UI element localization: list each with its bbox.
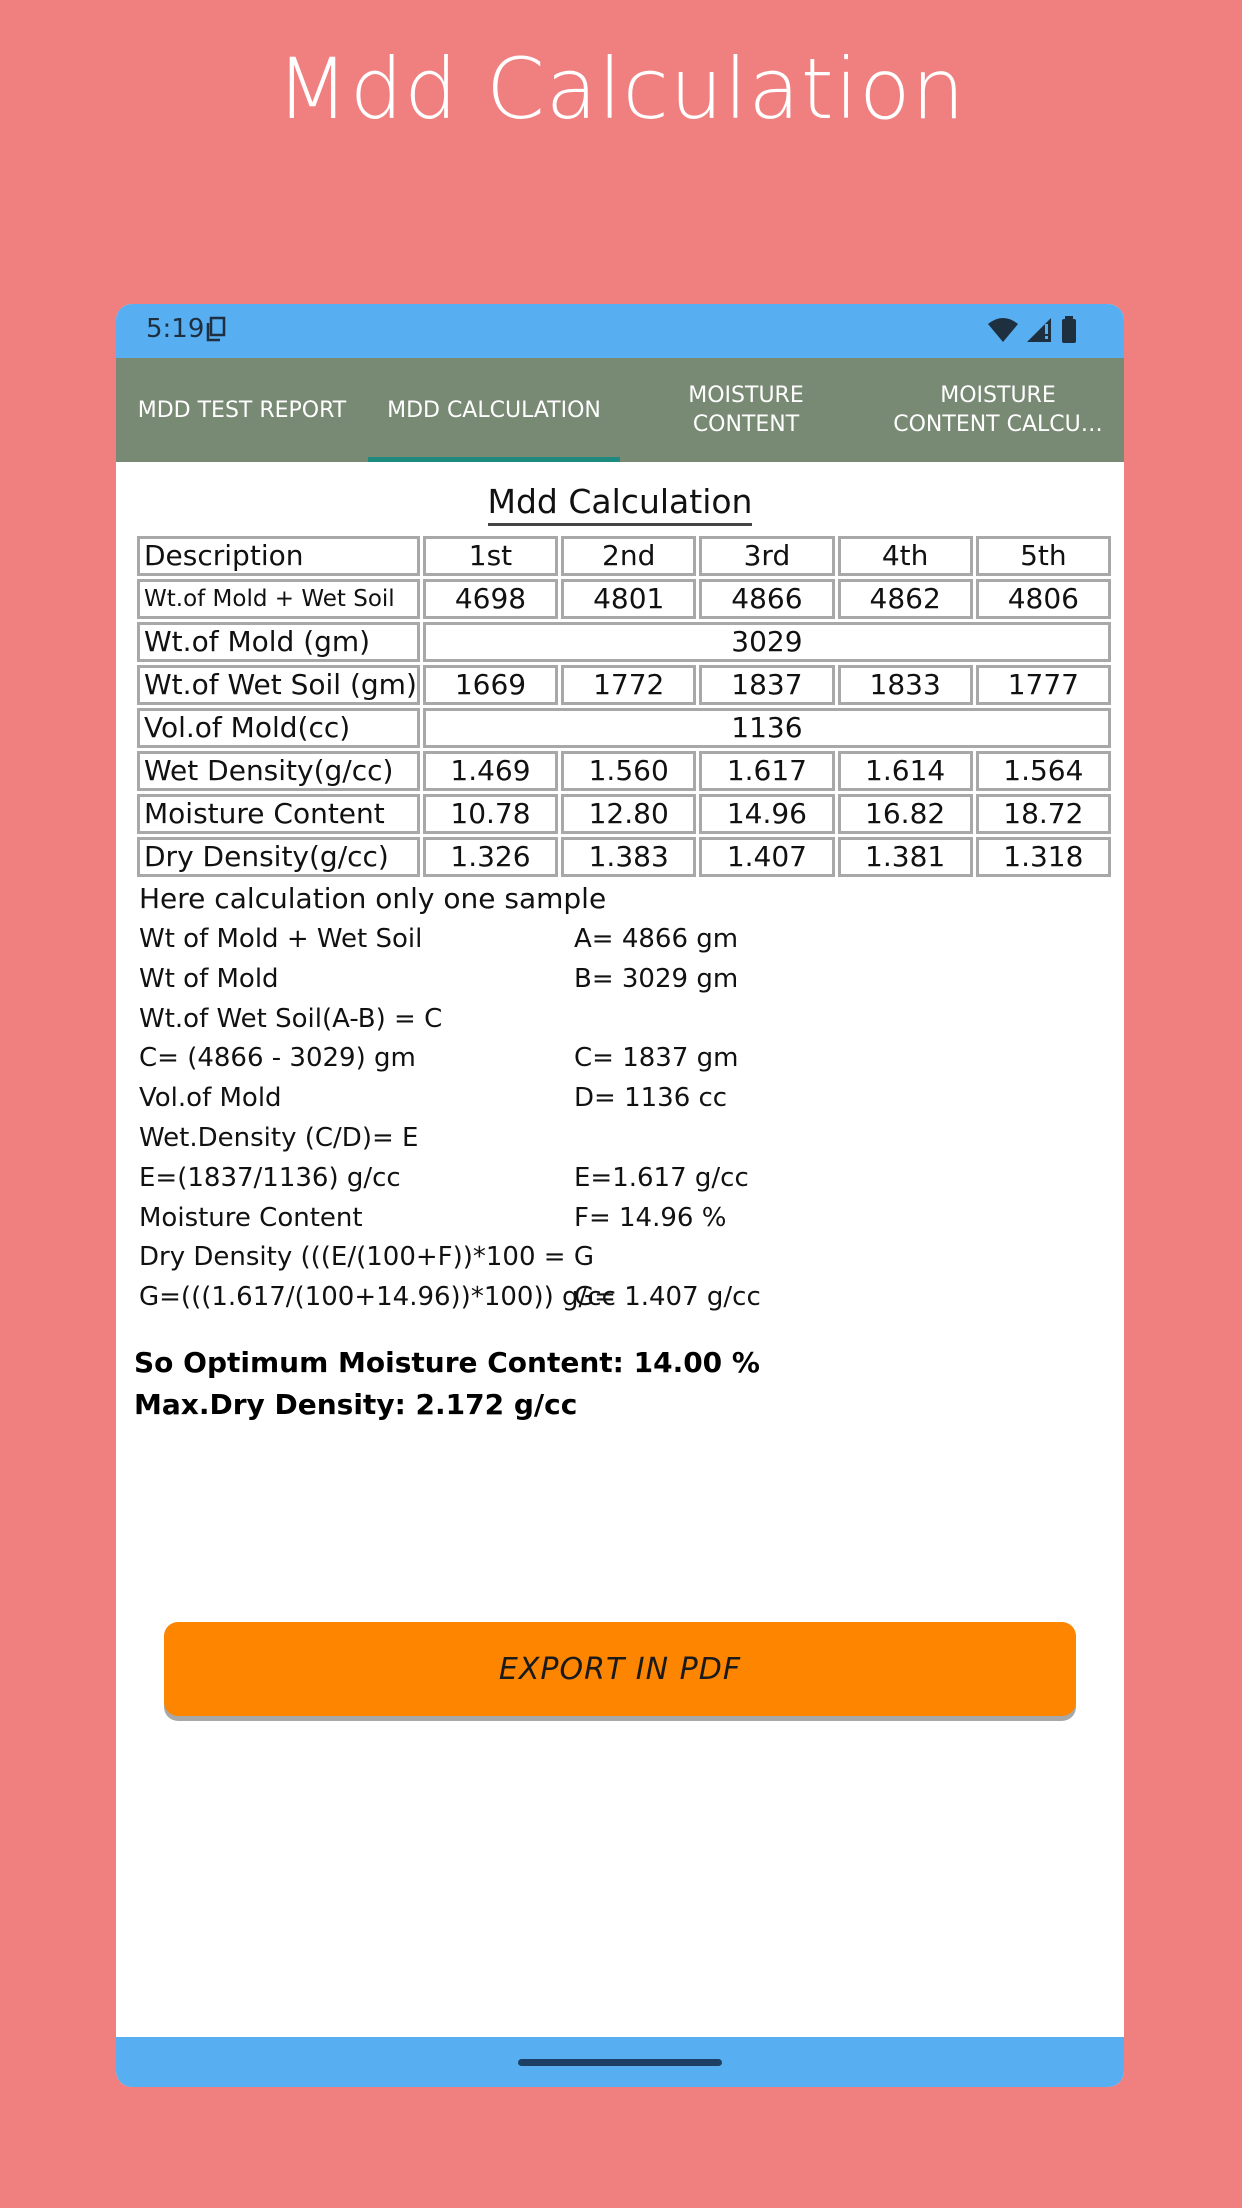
table-header-cell: 4th xyxy=(838,536,973,576)
section-title xyxy=(116,482,1124,526)
table-cell: 4806 xyxy=(976,579,1111,619)
table-row xyxy=(137,708,1111,748)
row-label: Wet Density(g/cc) xyxy=(137,751,420,791)
table-cell-merged: 1136 xyxy=(423,708,1111,748)
calc-left: E=(1837/1136) g/cc xyxy=(139,1162,401,1193)
row-label: Wt.of Wet Soil (gm) xyxy=(137,665,420,705)
tab-moisture-content[interactable] xyxy=(620,358,872,462)
calc-left: Moisture Content xyxy=(139,1202,363,1233)
results xyxy=(134,1342,760,1426)
calc-left: Wt.of Wet Soil(A-B) = C xyxy=(139,1003,443,1034)
table-row xyxy=(137,794,1111,834)
calc-line xyxy=(139,1242,1039,1282)
calc-left: Wt of Mold xyxy=(139,963,279,994)
table-row xyxy=(137,837,1111,877)
battery-icon xyxy=(1060,316,1078,344)
table-cell: 1669 xyxy=(423,665,558,705)
table-row xyxy=(137,579,1111,619)
optimum-moisture-content: So Optimum Moisture Content: 14.00 % xyxy=(134,1346,760,1379)
table-header-cell: 1st xyxy=(423,536,558,576)
tab-label: MDD CALCULATION xyxy=(387,397,601,423)
calc-left: C= (4866 - 3029) gm xyxy=(139,1043,416,1074)
wifi-icon xyxy=(986,316,1020,344)
device-screen xyxy=(116,304,1124,2087)
table-cell: 4698 xyxy=(423,579,558,619)
table-header-cell: 5th xyxy=(976,536,1111,576)
calc-left: Vol.of Mold xyxy=(139,1083,282,1114)
tab-label: MOISTURE CONTENT CALCU… xyxy=(893,383,1103,437)
calc-line xyxy=(139,1282,1039,1322)
table-cell: 16.82 xyxy=(838,794,973,834)
export-pdf-button[interactable]: EXPORT IN PDF xyxy=(164,1622,1076,1716)
calc-right: E=1.617 g/cc xyxy=(574,1162,749,1193)
tab-label: MOISTURE CONTENT xyxy=(688,383,804,437)
clipboard-icon xyxy=(206,316,226,342)
table-cell: 1.381 xyxy=(838,837,973,877)
navigation-bar xyxy=(116,2037,1124,2087)
content-area xyxy=(116,462,1124,1687)
calc-line xyxy=(139,964,1039,1004)
promo-title: Mdd Calculation xyxy=(276,40,966,138)
table-header-cell: Description xyxy=(137,536,420,576)
table-cell: 1.617 xyxy=(699,751,834,791)
row-label: Wt.of Mold + Wet Soil xyxy=(137,579,420,619)
table-row xyxy=(137,751,1111,791)
table-header-cell: 2nd xyxy=(561,536,696,576)
table-header-row xyxy=(137,536,1111,576)
table-cell: 10.78 xyxy=(423,794,558,834)
section-title-text: Mdd Calculation xyxy=(488,482,753,526)
table-cell: 1.407 xyxy=(699,837,834,877)
table-cell: 12.80 xyxy=(561,794,696,834)
table-cell: 1837 xyxy=(699,665,834,705)
table-cell: 1833 xyxy=(838,665,973,705)
calc-right: B= 3029 gm xyxy=(574,963,739,994)
row-label: Wt.of Mold (gm) xyxy=(137,622,420,662)
calc-right: A= 4866 gm xyxy=(574,924,739,954)
home-gesture-handle[interactable] xyxy=(518,2059,722,2066)
calc-left: Wt of Mold + Wet Soil xyxy=(139,924,423,954)
row-label: Moisture Content xyxy=(137,794,420,834)
max-dry-density: Max.Dry Density: 2.172 g/cc xyxy=(134,1388,578,1421)
calc-right: C= 1837 gm xyxy=(574,1043,739,1074)
calc-left: Dry Density (((E/(100+F))*100 = G xyxy=(139,1242,594,1273)
tab-mdd-calculation[interactable] xyxy=(368,358,620,462)
sample-calculation xyxy=(139,882,1039,1322)
tab-moisture-content-calculation[interactable] xyxy=(872,358,1124,462)
table-cell: 4862 xyxy=(838,579,973,619)
calc-left: G=(((1.617/(100+14.96))*100)) g/cc xyxy=(139,1282,616,1313)
calc-right: D= 1136 cc xyxy=(574,1083,728,1114)
calc-line xyxy=(139,1043,1039,1083)
table-header-cell: 3rd xyxy=(699,536,834,576)
table-cell: 4801 xyxy=(561,579,696,619)
calc-left: Wet.Density (C/D)= E xyxy=(139,1122,419,1153)
calc-line xyxy=(139,1203,1039,1243)
calc-line xyxy=(139,1163,1039,1203)
table-row xyxy=(137,622,1111,662)
table-cell: 1.469 xyxy=(423,751,558,791)
calc-line xyxy=(139,924,1039,964)
table-cell: 14.96 xyxy=(699,794,834,834)
calc-right: G= 1.407 g/cc xyxy=(574,1282,761,1313)
table-cell: 1777 xyxy=(976,665,1111,705)
calc-line xyxy=(139,1123,1039,1163)
status-time: 5:19 xyxy=(146,314,205,344)
signal-icon xyxy=(1025,316,1055,344)
status-bar xyxy=(116,304,1124,358)
calc-right: F= 14.96 % xyxy=(574,1202,727,1233)
table-cell: 1.560 xyxy=(561,751,696,791)
row-label: Vol.of Mold(cc) xyxy=(137,708,420,748)
table-cell: 1772 xyxy=(561,665,696,705)
tab-mdd-test-report[interactable] xyxy=(116,358,368,462)
mdd-table xyxy=(134,533,1114,880)
table-cell: 1.326 xyxy=(423,837,558,877)
table-cell: 1.614 xyxy=(838,751,973,791)
table-cell: 1.383 xyxy=(561,837,696,877)
status-icons xyxy=(986,316,1078,348)
calc-line xyxy=(139,1004,1039,1044)
table-cell: 18.72 xyxy=(976,794,1111,834)
calc-line xyxy=(139,1083,1039,1123)
table-cell: 1.564 xyxy=(976,751,1111,791)
tab-bar xyxy=(116,358,1124,462)
tab-label: MDD TEST REPORT xyxy=(137,397,347,423)
row-label: Dry Density(g/cc) xyxy=(137,837,420,877)
table-row xyxy=(137,665,1111,705)
calc-heading: Here calculation only one sample xyxy=(139,882,607,915)
table-cell: 1.318 xyxy=(976,837,1111,877)
table-cell-merged: 3029 xyxy=(423,622,1111,662)
table-cell: 4866 xyxy=(699,579,834,619)
